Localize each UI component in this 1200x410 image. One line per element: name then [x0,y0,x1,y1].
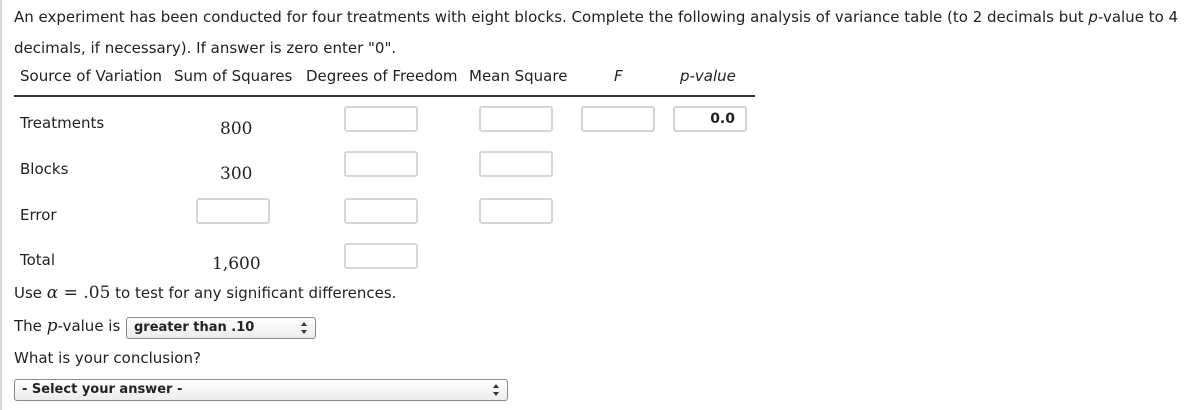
header-p-value: p-value [680,67,736,85]
pvalue-range-select[interactable] [126,317,316,339]
p-value-treatments-field[interactable]: 0.0 [673,106,747,132]
alpha-suffix: to test for any significant differences. [110,284,397,302]
alpha-statement [14,283,396,303]
ss-error-input[interactable] [196,198,270,224]
df-blocks-input[interactable] [344,151,418,177]
ms-error-input[interactable] [479,198,553,224]
pvalue-p-letter: p [46,316,58,336]
ss-blocks: 300 [220,164,253,184]
ss-treatments: 800 [220,119,253,139]
problem-text-2: -value to 4 decimals, if necessary). If answer is zero enter "0". [14,8,1179,57]
select-arrows-icon [492,383,500,397]
row-label-error: Error [20,206,57,224]
problem-p-letter: p [1088,8,1098,26]
row-label-treatments: Treatments [20,114,105,132]
row-label-total: Total [20,251,56,269]
conclusion-select[interactable] [14,379,508,401]
problem-statement [14,2,1194,64]
header-degrees-of-freedom: Degrees of Freedom [306,67,458,85]
conclusion-question: What is your conclusion? [14,349,201,367]
header-source: Source of Variation [20,67,163,85]
ms-blocks-input[interactable] [479,151,553,177]
conclusion-selected: - Select your answer - [22,382,183,397]
df-treatments-input[interactable] [344,106,418,132]
pvalue-prefix: The [14,317,47,335]
f-treatments-input[interactable] [581,106,655,132]
df-total-input[interactable] [344,243,418,269]
ms-treatments-input[interactable] [479,106,553,132]
alpha-prefix: Use [14,284,47,302]
alpha-equals: = [58,283,84,303]
header-sum-of-squares: Sum of Squares [174,67,293,85]
left-border [0,0,2,410]
pvalue-middle: -value is [57,317,121,335]
header-f: F [614,67,623,85]
problem-text-1: An experiment has been conducted for four treatments with eight blocks. Complete the following analysis of variance table (to 2 decimals but [14,8,1089,26]
ss-total: 1,600 [212,254,261,274]
header-rule [14,95,755,97]
alpha-symbol: α [46,283,59,303]
alpha-value: .05 [83,283,111,303]
df-error-input[interactable] [344,198,418,224]
pvalue-range-selected: greater than .10 [134,320,255,335]
pvalue-statement [14,316,120,336]
header-mean-square: Mean Square [469,67,568,85]
select-arrows-icon [300,321,308,335]
row-label-blocks: Blocks [20,160,69,178]
